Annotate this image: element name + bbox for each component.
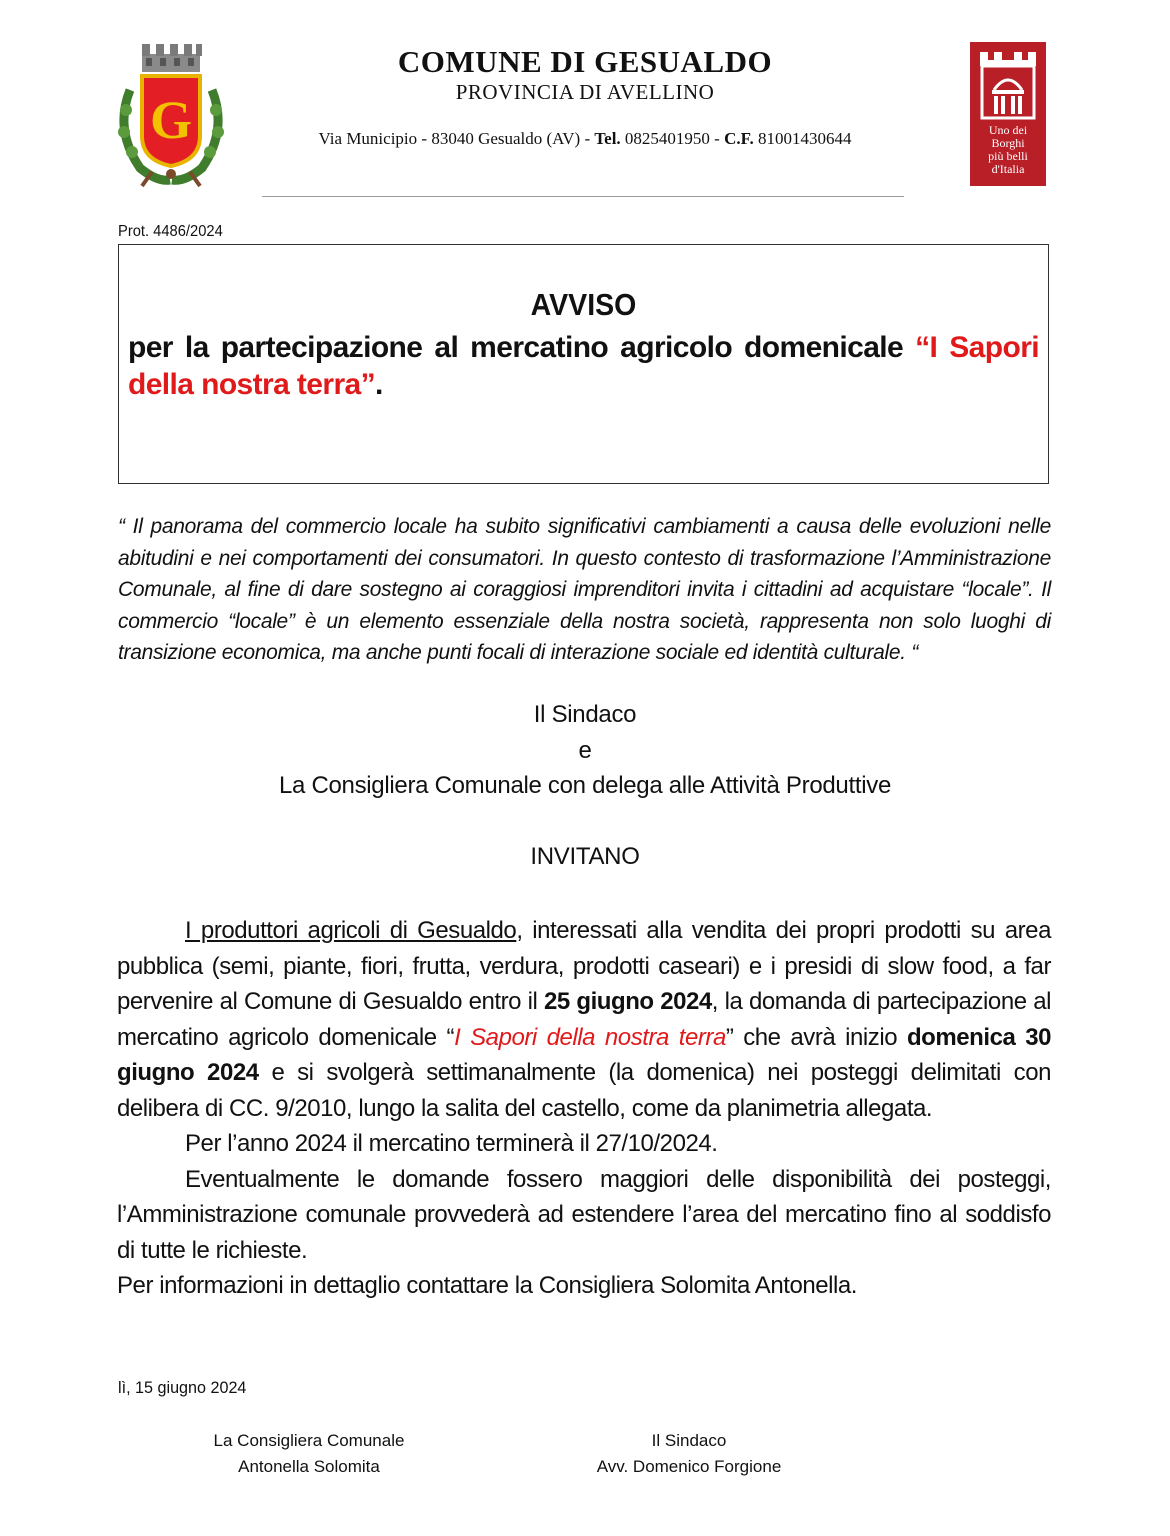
municipality-title: COMUNE DI GESUALDO <box>397 44 773 79</box>
councillor-role: La Consigliera Comunale <box>213 1431 405 1450</box>
start-date: domenica 30 giugno 2024 <box>117 1023 1051 1086</box>
cf-value: 81001430644 <box>757 129 852 148</box>
coat-of-arms-letter: G <box>149 90 193 150</box>
svg-text:d'Italia: d'Italia <box>991 162 1025 176</box>
svg-text:Borghi: Borghi <box>991 136 1025 150</box>
body-paragraph-1 <box>117 913 1051 1126</box>
intro-mayor: Il Sindaco <box>533 701 637 728</box>
body-p1-d: e si svolgerà settimanalmente (la domenica) nei posteggi delimitati con delibera di CC. 9/2010, lungo la salita del castello, come da planimetria allegata. <box>117 1059 1051 1122</box>
invitano-heading: INVITANO <box>530 843 640 870</box>
intro-councillor: La Consigliera Comunale con delega alle Attività Produttive <box>278 772 891 799</box>
mayor-name: Avv. Domenico Forgione <box>596 1457 782 1476</box>
signature-councillor <box>168 1428 450 1480</box>
councillor-name: Antonella Solomita <box>238 1457 380 1476</box>
province-subtitle: PROVINCIA DI AVELLINO <box>455 80 715 104</box>
svg-text:Uno dei: Uno dei <box>988 123 1028 137</box>
signature-mayor <box>560 1428 818 1480</box>
body-paragraph-3: Eventualmente le domande fossero maggiori delle disponibilità dei posteggi, l’Amministrazione comunale provvederà ad estendere l’area del mercatino fino al soddisfo di tutte le richieste. <box>117 1165 1051 1264</box>
body-p1-b: , la domanda di partecipazione al mercatino agricolo domenicale “ <box>117 988 1051 1051</box>
protocol-number: Prot. 4486/2024 <box>118 223 223 240</box>
deadline-date: 25 giugno 2024 <box>543 988 712 1015</box>
cf-label: C.F. <box>724 129 754 148</box>
header-address <box>260 129 910 149</box>
notice-subtitle-black: per la partecipazione al mercatino agricolo domenicale <box>128 331 916 364</box>
header-divider <box>262 196 904 197</box>
notice-market-name: “I Sapori della nostra terra” <box>128 331 1039 401</box>
notice-subtitle-end: . <box>375 368 383 401</box>
address-text: Via Municipio - 83040 Gesualdo (AV) - <box>318 129 591 148</box>
body-paragraph-2: Per l’anno 2024 il mercatino terminerà il 27/10/2024. <box>185 1130 718 1157</box>
body-p1-c: ” che avrà inizio <box>725 1023 907 1051</box>
tel-value: 0825401950 - <box>624 129 720 148</box>
document-date: lì, 15 giugno 2024 <box>118 1378 247 1397</box>
svg-text:più belli: più belli <box>988 149 1028 163</box>
market-name-inline: I Sapori della nostra terra <box>454 1023 726 1051</box>
notice-body <box>117 913 1051 1304</box>
body-p1-a: , interessati alla vendita dei propri prodotti su area pubblica (semi, piante, fiori, frutta, verdura, prodotti caseari) e i presidi di slow food, a far pervenire al Comune di Gesualdo entro il <box>117 917 1051 1015</box>
mayor-quote: “ Il panorama del commercio locale ha subito significativi cambiamenti a causa delle evoluzioni nelle abitudini e nei comportamenti dei consumatori. In questo contesto di trasformazione l’Amministrazione Comunale, al fine di dare sostegno ai coraggiosi imprenditori invita i cittadini ad acquistare “locale”. Il commercio “locale” è un elemento essenziale della nostra società, rappresenta non solo luoghi di transizione economica, ma anche punti focali di interazione sociale ed identità culturale. “ <box>118 515 1051 664</box>
body-paragraph-4: Per informazioni in dettaglio contattare la Consigliera Solomita Antonella. <box>117 1272 858 1299</box>
producers-underlined: I produttori agricoli di Gesualdo <box>185 917 517 944</box>
notice-subtitle <box>128 329 1039 403</box>
intro-and: e <box>578 737 592 764</box>
tel-label: Tel. <box>594 129 621 148</box>
mayor-role: Il Sindaco <box>651 1431 727 1450</box>
notice-title: AVVISO <box>530 287 637 322</box>
